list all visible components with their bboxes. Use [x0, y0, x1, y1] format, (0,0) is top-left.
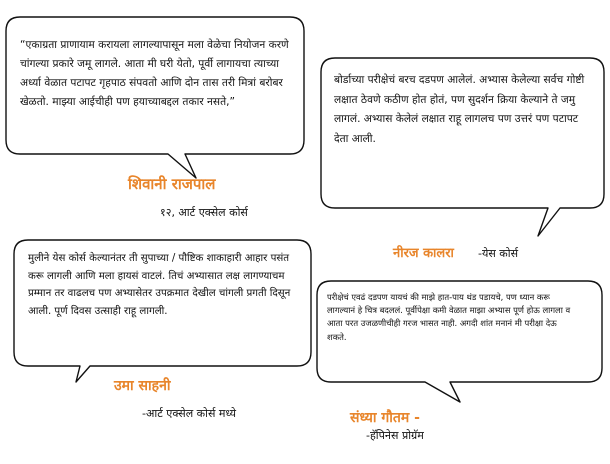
- testimonial-quote-1: “एकाग्रता प्राणायाम करायला लागल्यापासून मला वेळेचा नियोजन करणे चांगल्या प्रकारे जमू लागले. आता मी घरी येतो, पूर्वी लागायचा त्याच्या अर्ध्या वेळात पटापट गृहपाठ संपवतो आणि दोन तास तरी मित्रां बरोबर खेळतो. माझ्या आईचीही पण हयाच्याबद्दल तकार नसते,”: [20, 39, 289, 108]
- testimonial-name-4: संध्या गौतम -: [350, 410, 420, 426]
- testimonial-name-3: उमा साहनी: [114, 378, 171, 394]
- testimonial-detail-3: -आर्ट एक्सेल कोर्स मध्ये: [142, 407, 236, 420]
- testimonial-quote-3: मुलीने येस कोर्स केल्यानंतर ती सुपाच्या / पौष्टिक शाकाहारी आहार पसंत करू लागली आणि मला हायसं वाटलं. तिचं अभ्यासात लक्ष लागण्याचम प्रम्मान तर वाढलच पण अभ्यासेतर उपक्रमात देखील चांगली प्रगती दिसून आली. पूर्ण दिवस उत्साही राहू लागली.: [28, 253, 291, 317]
- testimonial-quote-2: बोर्डाच्या परीक्षेचं बरच दडपण आलेलं. अभ्यास केलेल्या सर्वच गोष्टी लक्षात ठेवणे कठीण होत होतं, पण सुदर्शन क्रिया केल्याने ते जमु लागलं. अभ्यास केलेलं लक्षात राहू लागलच पण उत्तरं पण पटापट देता आली.: [334, 74, 585, 145]
- testimonial-detail-1: १२, आर्ट एक्सेल कोर्स: [160, 206, 248, 219]
- testimonial-name-1: शिवानी राजपाल: [128, 175, 216, 193]
- testimonial-detail-4: -हॅपिनेस प्रोग्रॅम: [366, 429, 424, 442]
- testimonial-detail-2: -येस कोर्स: [478, 247, 519, 260]
- testimonial-name-2: नीरज कालरा: [393, 246, 454, 261]
- testimonial-quote-4: परीक्षेचं एवढं दडपण यायचं की माझे हात-पाय थंड पडायचे, पण ध्यान करू लागल्यानं हे चित्र बदललं. पूर्वीपेक्षा कमी वेळात माझा अभ्यास पूर्ण होऊ लागला व आता परत उजळणीचीही गरज भासत नाही. अगदी शांत मनानं मी परीक्षा देऊ शकते.: [327, 292, 571, 342]
